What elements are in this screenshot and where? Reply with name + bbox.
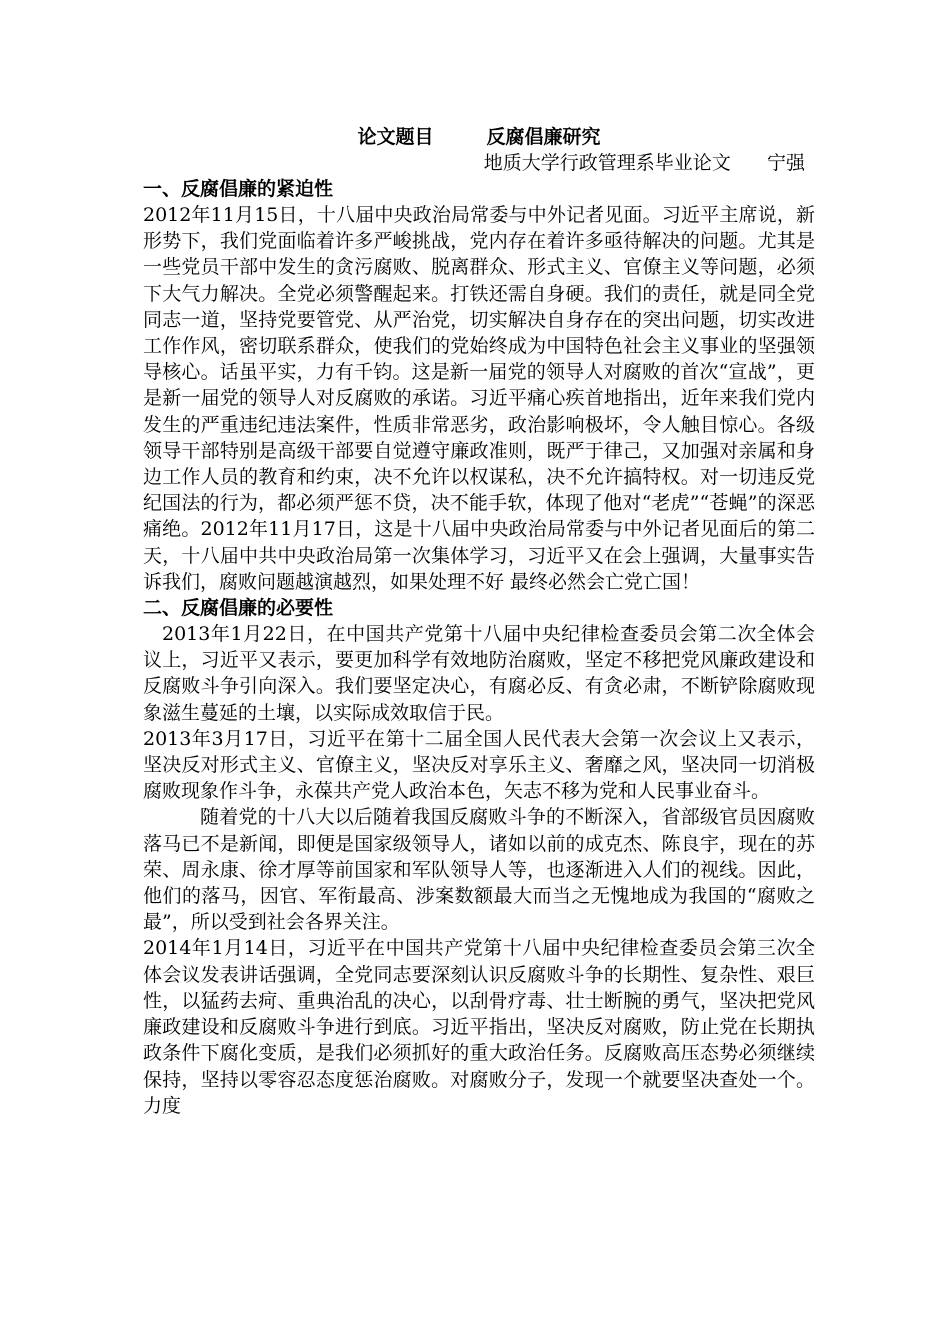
section-2-paragraph-2: 2013年3月17日，习近平在第十二届全国人民代表大会第一次会议上又表示，坚决反对形式主义、官僚主义，坚决反对享乐主义、奢靡之风，坚决同一切消极腐败现象作斗争，永葆共产党人政治本色，矢志不移为党和人民事业奋斗。 [143, 727, 815, 803]
section-2-paragraph-4: 2014年1月14日，习近平在中国共产党第十八届中央纪律检查委员会第三次全体会议发表讲话强调，全党同志要深刻认识反腐败斗争的长期性、复杂性、艰巨性，以猛药去疴、重典治乱的决心，以刮骨疗毒、壮士断腕的勇气，坚决把党风廉政建设和反腐败斗争进行到底。习近平指出，坚决反对腐败，防止党在长期执政条件下腐化变质，是我们必须抓好的重大政治任务。反腐败高压态势必须继续保持，坚持以零容忍态度惩治腐败。对腐败分子，发现一个就要坚决查处一个。力度 [143, 937, 815, 1117]
section-1-paragraph-1: 2012年11月15日，十八届中央政治局常委与中外记者见面。习近平主席说，新形势下，我们党面临着许多严峻挑战，党内存在着许多亟待解决的问题。尤其是一些党员干部中发生的贪污腐败、脱离群众、形式主义、官僚主义等问题，必须下大气力解决。全党必须警醒起来。打铁还需自身硬。我们的责任，就是同全党同志一道，坚持党要管党、从严治党，切实解决自身存在的突出问题，切实改进工作作风，密切联系群众，使我们的党始终成为中国特色社会主义事业的坚强领导核心。话虽平实，力有千钧。这是新一届党的领导人对腐败的首次“宣战”，更是新一届党的领导人对反腐败的承诺。习近平痛心疾首地指出，近年来我们党内发生的严重违纪违法案件，性质非常恶劣，政治影响极坏，令人触目惊心。各级领导干部特别是高级干部要自觉遵守廉政准则，既严于律己，又加强对亲属和身边工作人员的教育和约束，决不允许以权谋私，决不允许搞特权。对一切违反党纪国法的行为，都必须严惩不贷，决不能手软，体现了他对“老虎”“苍蝇”的深恶痛绝。2012年11月17日，这是十八届中央政治局常委与中外记者见面后的第二天，十八届中共中央政治局第一次集体学习，习近平又在会上强调，大量事实告诉我们，腐败问题越演越烈，如果处理不好 最终必然会亡党亡国！ [143, 204, 815, 593]
title-text: 反腐倡廉研究 [486, 126, 601, 148]
byline-org: 地质大学行政管理系毕业论文 [483, 152, 731, 174]
title-label: 论文题目 [357, 126, 434, 148]
byline-author: 宁强 [766, 152, 805, 174]
section-2-paragraph-3: 随着党的十八大以后随着我国反腐败斗争的不断深入，省部级官员因腐败落马已不是新闻，即便是国家级领导人，诸如以前的成克杰、陈良宇，现在的苏荣、周永康、徐才厚等前国家和军队领导人等，也逐渐进入人们的视线。因此，他们的落马，因官、军衔最高、涉案数额最大而当之无愧地成为我国的“腐败之最”，所以受到社会各界关注。 [143, 806, 815, 934]
document-page [143, 124, 815, 1119]
section-heading-1: 一、反腐倡廉的紧迫性 [143, 178, 334, 200]
paper-title [143, 124, 815, 150]
section-heading-2: 二、反腐倡廉的必要性 [143, 597, 334, 620]
byline [143, 150, 815, 176]
section-2-paragraph-1: 2013年1月22日，在中国共产党第十八届中央纪律检查委员会第二次全体会议上，习近平又表示，要更加科学有效地防治腐败，坚定不移把党风廉政建设和反腐败斗争引向深入。我们要坚定决心，有腐必反、有贪必肃，不断铲除腐败现象滋生蔓延的土壤，以实际成效取信于民。 [143, 623, 815, 724]
